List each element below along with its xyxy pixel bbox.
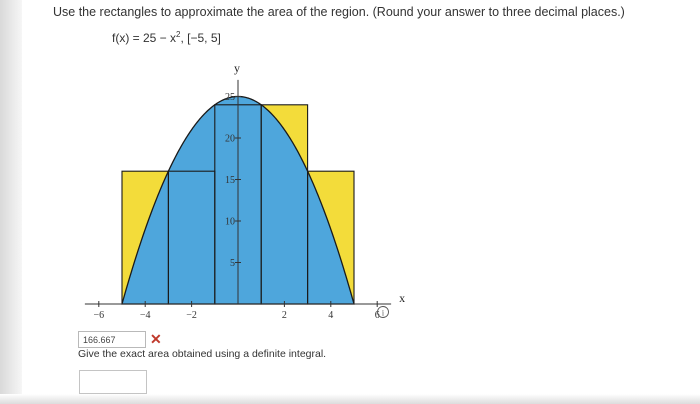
function-expression: f(x) = 25 − x	[112, 31, 177, 45]
x-tick-label: 4	[328, 310, 334, 321]
y-tick-label: 15	[225, 175, 235, 186]
x-tick-label: 6	[374, 310, 380, 321]
x-icon: ✕	[150, 331, 162, 347]
exact-area-input[interactable]	[79, 370, 147, 394]
x-axis-label: x	[399, 291, 406, 305]
x-tick-label: −4	[139, 310, 151, 321]
svg-text:i: i	[381, 308, 385, 318]
y-axis-label: y	[234, 60, 240, 75]
function-interval: , [−5, 5]	[180, 31, 221, 45]
y-tick-label: 20	[225, 133, 235, 145]
y-tick-label: 5	[230, 258, 235, 269]
answer-field[interactable]: 166.667	[78, 331, 146, 348]
bottom-edge-shadow	[0, 394, 700, 404]
x-tick-label: 2	[281, 310, 287, 321]
y-tick-label: 25	[225, 92, 235, 103]
followup-prompt: Give the exact area obtained using a definite integral.	[78, 348, 327, 360]
function-exponent: 2	[176, 30, 181, 39]
y-tick-label: 10	[225, 216, 235, 228]
x-tick-label: −6	[93, 310, 105, 321]
question-instruction: Use the rectangles to approximate the area of the region. (Round your answer to three decimal places.)	[53, 5, 625, 19]
x-tick-label: −2	[186, 310, 197, 321]
